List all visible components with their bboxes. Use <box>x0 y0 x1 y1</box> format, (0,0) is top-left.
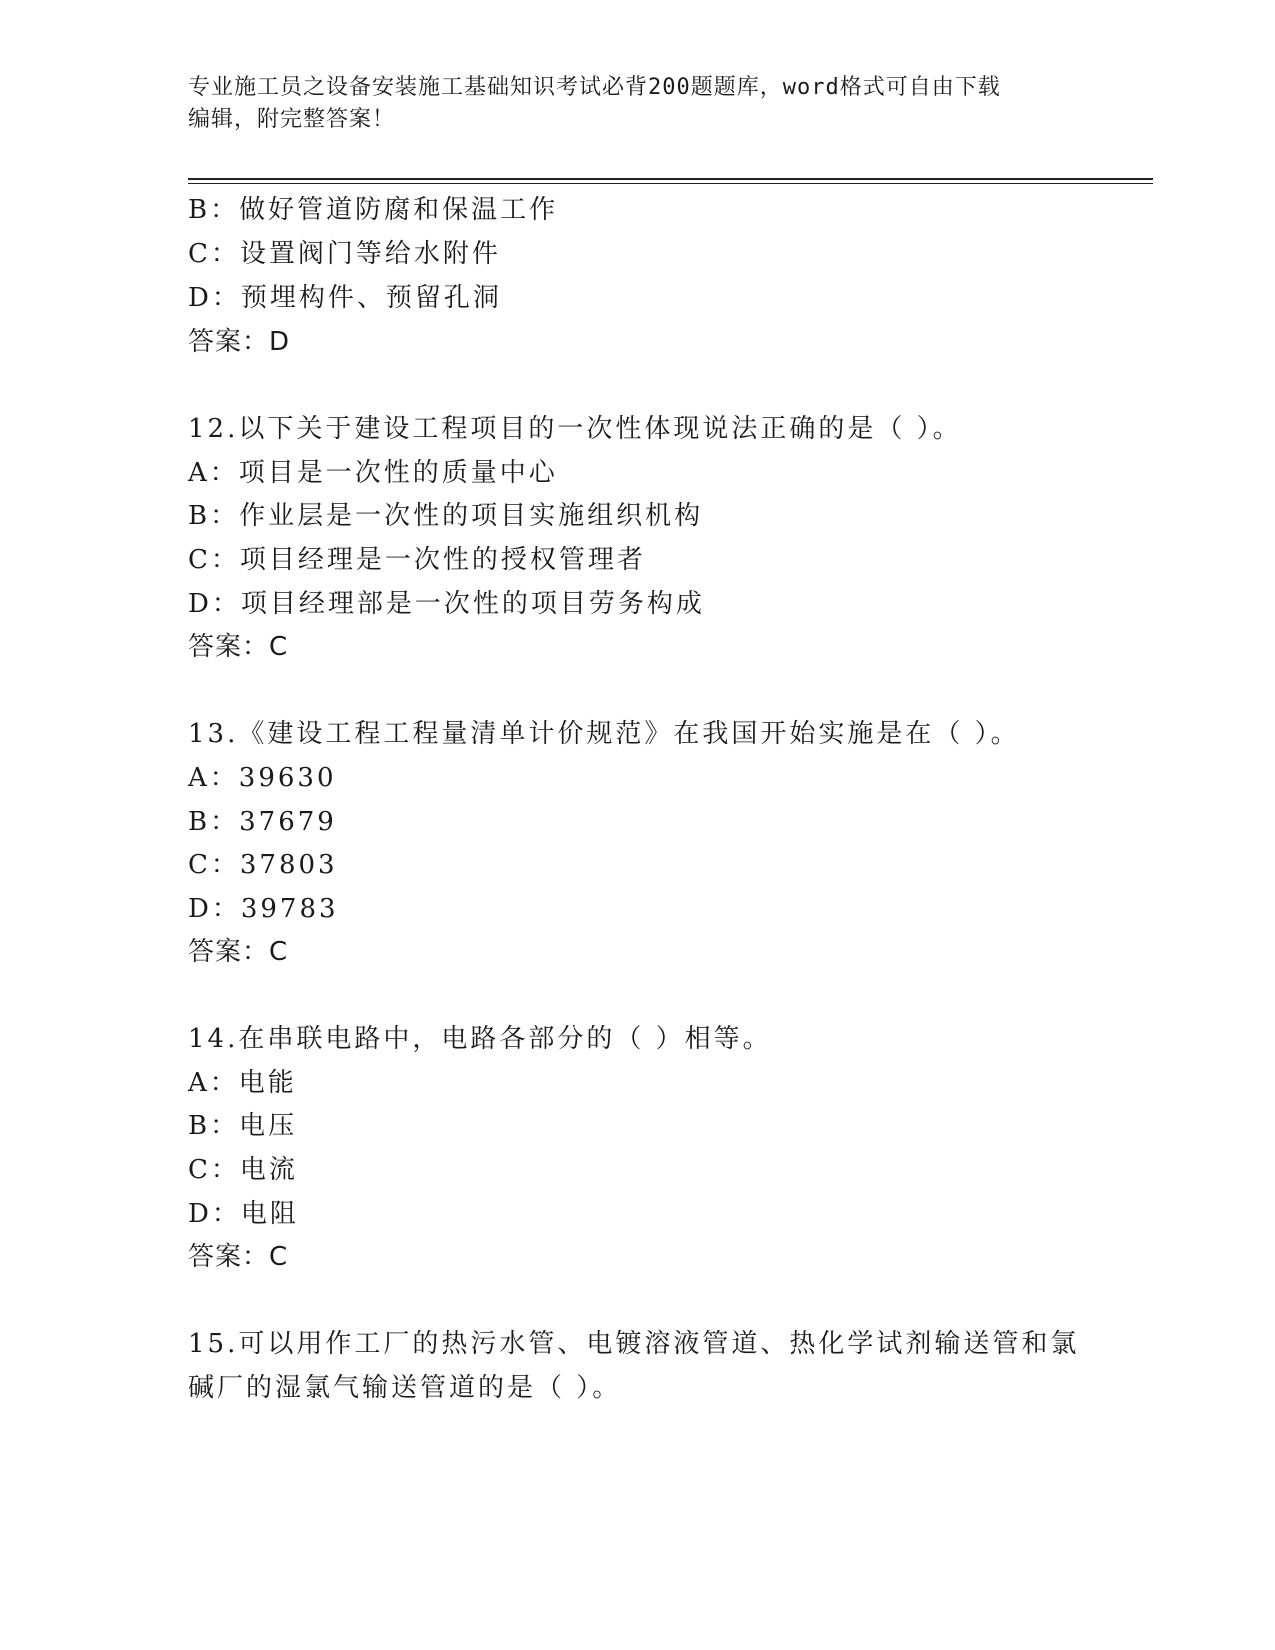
q14-option-d: D：电阻 <box>188 1199 299 1229</box>
header-title-line-1: 专业施工员之设备安装施工基础知识考试必背200题题库，word格式可自由下载 <box>188 75 1001 100</box>
q12-option-b: B：作业层是一次性的项目实施组织机构 <box>188 501 704 531</box>
q11-answer: 答案：D <box>188 327 291 357</box>
q13-option-b: B：37679 <box>188 807 337 837</box>
q12-option-d: D：项目经理部是一次性的项目劳务构成 <box>188 589 705 619</box>
q13-option-a: A：39630 <box>188 763 337 793</box>
q13-option-d: D：39783 <box>188 894 339 924</box>
header-divider-thick <box>188 178 1153 180</box>
q13-answer: 答案：C <box>188 937 289 967</box>
q15-stem-line-2: 碱厂的湿氯气输送管道的是（ ）。 <box>188 1373 622 1403</box>
q11-option-b: B：做好管道防腐和保温工作 <box>188 195 559 225</box>
q11-option-c: C：设置阀门等给水附件 <box>188 239 501 269</box>
q15-stem-line-1: 15.可以用作工厂的热污水管、电镀溶液管道、热化学试剂输送管和氯 <box>188 1329 1080 1359</box>
q14-option-c: C：电流 <box>188 1155 298 1185</box>
q12-answer: 答案：C <box>188 632 289 662</box>
q14-option-a: A：电能 <box>188 1068 297 1098</box>
document-header <box>188 72 1068 136</box>
q11-option-d: D：预埋构件、预留孔洞 <box>188 283 502 313</box>
q14-answer: 答案：C <box>188 1242 289 1272</box>
q12-stem: 12.以下关于建设工程项目的一次性体现说法正确的是（ ）。 <box>188 414 962 444</box>
q14-stem: 14.在串联电路中，电路各部分的（ ）相等。 <box>188 1024 772 1054</box>
q13-stem: 13.《建设工程工程量清单计价规范》在我国开始实施是在（ ）。 <box>188 719 1020 749</box>
q14-option-b: B：电压 <box>188 1111 298 1141</box>
header-divider-thin <box>188 183 1153 184</box>
header-title-line-2: 编辑，附完整答案！ <box>188 107 396 132</box>
q12-option-a: A：项目是一次性的质量中心 <box>188 458 558 488</box>
q12-option-c: C：项目经理是一次性的授权管理者 <box>188 545 646 575</box>
q13-option-c: C：37803 <box>188 850 338 880</box>
